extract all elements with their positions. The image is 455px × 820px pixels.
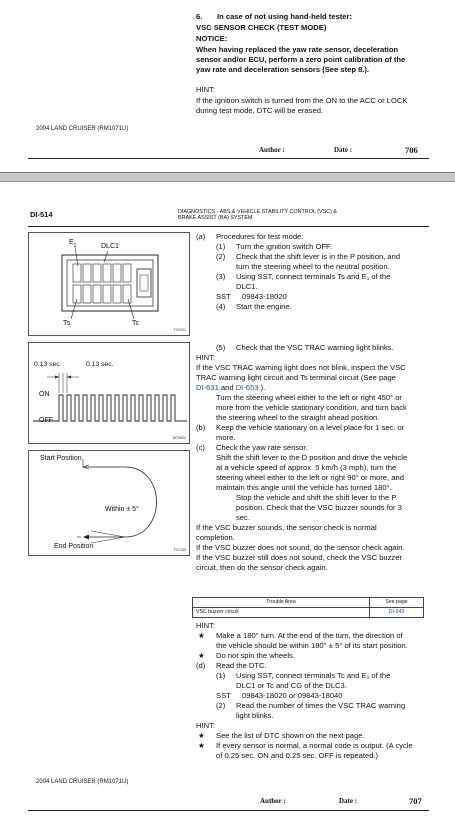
author-label: Author :	[259, 146, 285, 154]
sub-number: (4)	[216, 302, 226, 311]
hint-section-2	[196, 621, 432, 761]
star-bullet-icon: ★	[198, 631, 205, 640]
author-label: Author :	[260, 797, 286, 805]
sub-number: (2)	[216, 252, 226, 261]
item-title: Procedures for test mode:	[216, 232, 304, 241]
sub-number: (2)	[216, 701, 226, 710]
stop-text: sec.	[236, 513, 250, 522]
stop-text: Stop the vehicle and shift the shift lever to the P	[236, 493, 397, 502]
item-label: (c)	[196, 443, 205, 452]
notice-line: yaw rate and deceleration sensors (See step 8.).	[196, 65, 370, 75]
sub-number: (3)	[216, 272, 226, 281]
header-line: DIAGNOSTICS - ABS & VEHICLE STABILITY CONTROL (VSC) &	[178, 209, 337, 215]
star-bullet-icon: ★	[198, 651, 205, 660]
hint-text	[196, 96, 407, 116]
sub-text: Using SST, connect terminals Tc and E₁ of the	[236, 671, 391, 680]
star-text: of 0.25 sec. ON and 0.25 sec. OFF is repeated.)	[216, 751, 379, 760]
cell-trouble-area: VSC buzzer circuit	[193, 608, 370, 618]
header-see-page: See page	[370, 598, 424, 608]
hint-line: during test mode, DTC will be erased.	[196, 106, 324, 116]
notice-label: NOTICE:	[196, 34, 228, 43]
link-di-649[interactable]: DI-649	[388, 609, 405, 616]
hint-label: HINT:	[196, 621, 215, 630]
sst-value: 09843-18020 or 09843-18040	[242, 691, 343, 700]
item-text: more.	[216, 433, 236, 442]
e-text: E	[69, 239, 74, 246]
page-number: 707	[409, 796, 422, 806]
figure-code: BR3804	[173, 436, 186, 441]
figure-code: F02301	[173, 328, 186, 333]
sub-text: light blinks.	[236, 711, 274, 720]
sub-text: Using SST, connect terminals Ts and E₁ of the	[236, 272, 391, 281]
item-title: Read the DTC.	[216, 661, 267, 670]
sst-label: SST	[216, 691, 231, 700]
item-text: Keep the vehicle stationary on a level place for 1 sec. or	[216, 423, 405, 432]
close-text: ).	[258, 383, 266, 392]
hint-text: If the VSC TRAC warning light does not blink, inspect the VSC	[196, 363, 406, 372]
sub-number: (1)	[216, 242, 226, 251]
result-text: completion.	[196, 533, 235, 542]
terminal-tc-label: Tc	[132, 320, 139, 327]
link-di-631[interactable]: DI-631	[196, 383, 219, 392]
table-header-row	[193, 598, 424, 608]
hint-label: HINT:	[196, 353, 215, 362]
within-label: Within ± 5°	[105, 506, 139, 513]
sst-value: 09843-18020	[242, 292, 287, 301]
trouble-area-table	[192, 597, 424, 618]
date-label: Date :	[339, 797, 358, 805]
notice-line: sensor and/or ECU, perform a zero point calibration of the	[196, 55, 406, 65]
hint-line: If the ignition switch is turned from the ON to the ACC or LOCK	[196, 96, 408, 105]
sub-text: DLC1 or Tc and CG of the DLC3.	[236, 681, 347, 690]
sub-number: (1)	[216, 671, 226, 680]
on-label: ON	[39, 391, 50, 398]
end-position-label: End Position	[54, 543, 94, 550]
blink-pattern-figure	[28, 342, 190, 444]
result-text: circuit, then do the sensor check again.	[196, 563, 328, 572]
off-label: OFF	[39, 417, 53, 424]
turn-path-figure	[28, 450, 190, 556]
dlc1-connector-figure	[28, 232, 190, 336]
terminal-ts-label: Ts	[63, 320, 70, 327]
item-text: maintain this angle until the vehicle has turned 180°.	[216, 483, 392, 492]
dlc1-label: DLC1	[101, 243, 119, 250]
step-heading-2: VSC SENSOR CHECK (TEST MODE)	[196, 23, 327, 32]
step-number: 6.	[196, 12, 203, 21]
item-text: Shift the shift lever to the D position and drive the vehicle	[216, 453, 408, 462]
item-label: (d)	[196, 661, 206, 670]
section-header	[178, 209, 337, 222]
date-label: Date :	[334, 146, 353, 154]
notice-text	[196, 45, 431, 75]
footer-rule	[28, 810, 429, 811]
result-text: If the VSC buzzer sounds, the sensor check is normal	[196, 523, 377, 532]
star-bullet-icon: ★	[198, 731, 205, 740]
sub-text: Start the engine.	[236, 302, 292, 311]
item-label: (b)	[196, 423, 206, 432]
sub-text: Turn the ignition switch OFF.	[236, 242, 332, 251]
item-label: (a)	[196, 232, 206, 241]
turn-text: the steering wheel to the straight ahead position.	[216, 413, 380, 422]
page-break	[0, 172, 455, 182]
sub-text: Read the number of times the VSC TRAC warning	[236, 701, 406, 710]
notice-line: When having replaced the yaw rate sensor, deceleration	[196, 45, 399, 54]
item-text: steering wheel either to the left or right 90° or more, and	[216, 473, 404, 482]
sub-text: DLC1.	[236, 282, 258, 291]
terminal-e1-label	[69, 238, 76, 249]
star-text: See the list of DTC shown on the next page.	[216, 731, 365, 740]
turn-path-diagram	[29, 451, 189, 555]
blink-waveform	[29, 343, 189, 443]
and-text: and	[218, 383, 236, 392]
header-trouble-area: Trouble Area	[193, 598, 370, 608]
sub-text: Check that the shift lever is in the P position, and	[236, 252, 401, 261]
star-text: Make a 180° turn. At the end of the turn, the direction of	[216, 631, 403, 640]
result-text: If the VSC buzzer does not sound, do the sensor check again.	[196, 543, 405, 552]
star-bullet-icon: ★	[198, 741, 205, 750]
stop-text: position. Check that the VSC buzzer sounds for 3	[236, 503, 402, 512]
hint-text: TRAC warning light circuit and Ts terminal circuit (See page	[196, 373, 396, 382]
procedure-a	[196, 232, 432, 312]
e-sub: 1	[73, 242, 77, 249]
start-position-label: Start Position	[40, 455, 82, 462]
hint-label: HINT:	[196, 721, 215, 730]
figure-code: F02185	[173, 548, 186, 553]
sub-text: turn the steering wheel to the neutral position.	[236, 262, 390, 271]
result-text: If the VSC buzzer still does not sound, check the VSC buzzer	[196, 553, 402, 562]
on-duration-label: 0.13 sec.	[34, 361, 62, 368]
star-text: the vehicle should be within 180° ± 5° of its start position.	[216, 641, 408, 650]
link-di-653[interactable]: DI-653	[235, 383, 259, 392]
item-text: at a vehicle speed of approx. 5 km/h (3 mph), turn the	[216, 463, 397, 472]
header-line: BRAKE ASSIST (BA) SYSTEM	[178, 215, 253, 222]
sub-number: (5)	[216, 343, 226, 352]
hint-label: HINT:	[196, 85, 215, 94]
item-title: Check the yaw rate sensor.	[216, 443, 308, 452]
header-rule	[28, 226, 429, 227]
star-text: Do not spin the wheels.	[216, 651, 295, 660]
footer-model: 2004 LAND CRUISER (RM1071U)	[36, 779, 129, 785]
turn-text: more from the vehicle stationary condition, and turn back	[216, 403, 407, 412]
off-duration-label: 0.13 sec.	[86, 361, 114, 368]
sst-label: SST	[216, 292, 231, 301]
sub-text: Check that the VSC TRAC warning light blinks.	[236, 343, 394, 352]
procedure-a5	[196, 343, 432, 573]
table-row	[193, 608, 424, 618]
section-code: DI-514	[30, 210, 53, 219]
footer-rule	[28, 158, 429, 159]
step-heading-1: In case of not using hand-held tester:	[217, 12, 353, 21]
turn-text: Turn the steering wheel either to the left or right 450° or	[216, 393, 402, 402]
footer-model: 2004 LAND CRUISER (RM1071U)	[36, 126, 129, 132]
page-number: 706	[405, 145, 418, 155]
star-text: If every sensor is normal, a normal code is output. (A cycle	[216, 741, 413, 750]
